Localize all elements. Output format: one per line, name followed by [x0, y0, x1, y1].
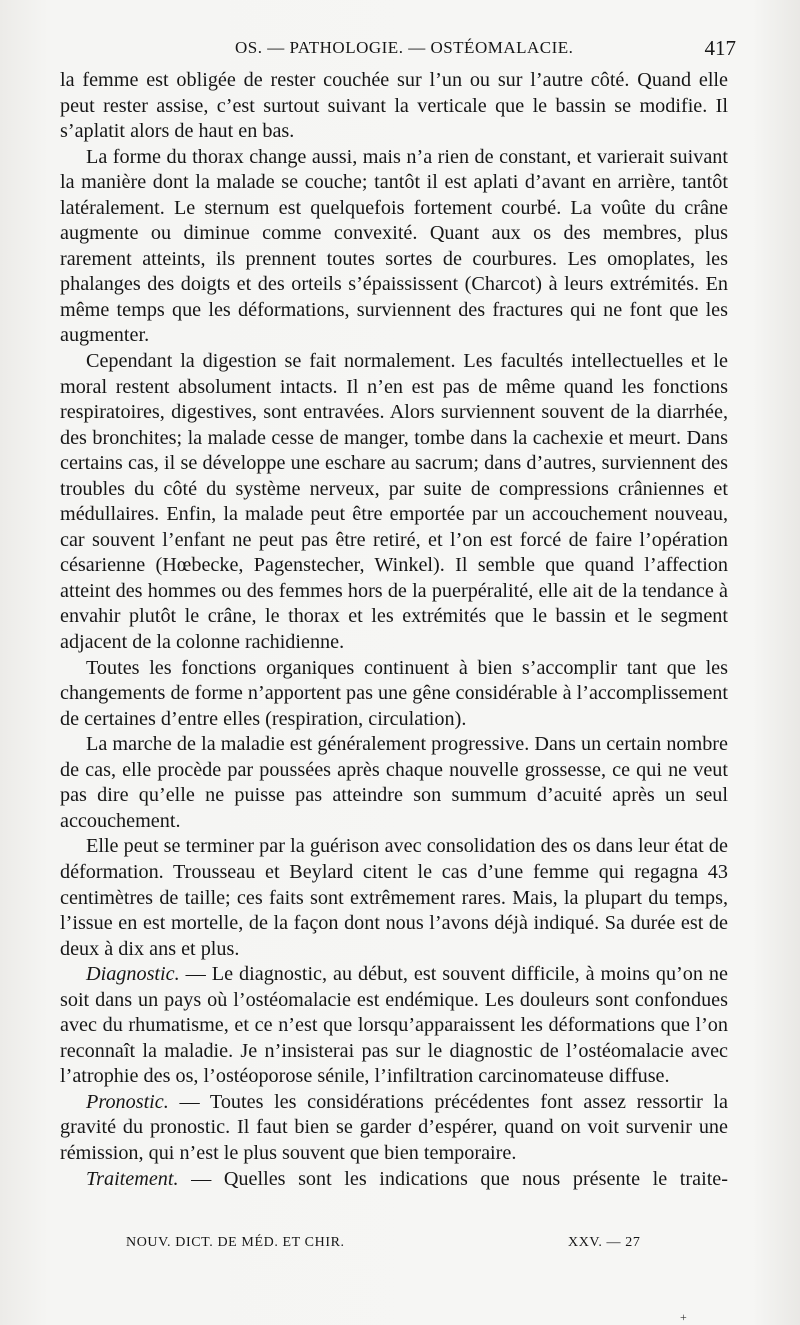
running-header — [60, 38, 740, 64]
section-label-diagnostic: Diagnostic. — [86, 963, 180, 986]
paragraph-text: — Le diagnostic, au début, est souvent difficile, à moins qu’on ne soit dans un pays où l’ostéomalacie est endémique. Les douleurs sont confondues avec du rhumatisme, et ce n’est que lorsqu’apparaissent les déformations que l’on reconnaît la maladie. Je n’insisterai pas sur le diagnostic de l’ostéomalacie avec l’atrophie des os, l’ostéoporose sénile, l’infiltration carcinomateuse diffuse. — [60, 963, 728, 1088]
paragraph-3 — [60, 349, 728, 656]
section-label-pronostic: Pronostic. — [86, 1090, 169, 1113]
paragraph-diagnostic — [60, 962, 728, 1090]
paragraph-6 — [60, 834, 728, 962]
paragraph-text: La marche de la maladie est généralement progressive. Dans un certain nombre de cas, elle procède par poussées après chaque nouvelle grossesse, ce qui ne veut pas dire qu’elle ne puisse pas atteindre son summum d’acuité après un seul accouchement. — [60, 733, 728, 832]
footer-publication: NOUV. DICT. DE MÉD. ET CHIR. — [126, 1235, 345, 1250]
paragraph-text: La forme du thorax change aussi, mais n’a rien de constant, et varierait suivant la manière dont la malade se couche; tantôt il est aplati d’avant en arrière, tantôt latéralement. Le sternum est quelquefois fortement courbé. La voûte du crâne augmente ou diminue comme convexité. Quant aux os des membres, plus rarement atteints, ils prennent toutes sortes de courbures. Les omoplates, les phalanges des doigts et des orteils s’épaississent (Charcot) à leurs extrémités. En même temps que les déformations, surviennent des fractures qui ne font que les augmenter. — [60, 145, 728, 347]
paragraph-text: la femme est obligée de rester couchée sur l’un ou sur l’autre côté. Quand elle peut rester assise, c’est surtout suivant la verticale que le bassin se modifie. Il s’aplatit alors de haut en bas. — [60, 69, 728, 143]
ink-mark: + — [680, 1310, 687, 1324]
paragraph-4 — [60, 656, 728, 733]
section-label-traitement: Traitement. — [86, 1167, 179, 1190]
paragraph-5 — [60, 732, 728, 834]
paragraph-text: — Quelles sont les indications que nous présente le traite- — [178, 1167, 728, 1190]
paragraph-pronostic — [60, 1090, 728, 1167]
paragraph-text: Cependant la digestion se fait normalement. Les facultés intellectuelles et le moral restent absolument intacts. Il n’en est pas de même quand les fonctions respiratoires, digestives, sont entravées. Alors surviennent souvent de la diarrhée, des bronchites; la malade cesse de manger, tombe dans la cachexie et meurt. Dans certains cas, il se développe une eschare au sacrum; dans d’autres, surviennent des troubles du côté du système nerveux, par suite de compressions crâniennes et médullaires. Enfin, la malade peut être emportée par un accouchement nouveau, car souvent l’enfant ne peut pas être retiré, et l’on est forcé de faire l’opération césarienne (Hœbecke, Pagenstecher, Winkel). Il semble que quand l’affection atteint des hommes ou des femmes hors de la puerpéralité, elle ait de la tendance à envahir plutôt le crâne, le thorax et les extrémités que le bassin et le segment adjacent de la colonne rachidienne. — [60, 350, 728, 654]
page-footer — [60, 1235, 740, 1259]
running-title: OS. — PATHOLOGIE. — OSTÉOMALACIE. — [235, 38, 574, 57]
body-text — [60, 68, 728, 1192]
paragraph-text: — Toutes les considérations précédentes font assez ressortir la gravité du pronostic. Il faut bien se garder d’espérer, quand on voit survenir une rémission, qui n’est le plus souvent que bien temporaire. — [60, 1090, 728, 1164]
paragraph-1 — [60, 68, 728, 145]
paragraph-text: Elle peut se terminer par la guérison avec consolidation des os dans leur état de déformation. Trousseau et Beylard citent le cas d’une femme qui regagna 43 centimètres de taille; ces faits sont extrêmement rares. Mais, la plupart du temps, l’issue en est mortelle, de la façon dont nous l’avons déjà indiqué. Sa durée est de deux à dix ans et plus. — [60, 835, 728, 960]
page-number: 417 — [704, 36, 736, 60]
footer-signature: XXV. — 27 — [568, 1235, 641, 1250]
paragraph-traitement — [60, 1167, 728, 1193]
paragraph-2 — [60, 145, 728, 349]
paragraph-text: Toutes les fonctions organiques continuent à bien s’accomplir tant que les changements de forme n’apportent pas une gêne considérable à l’accomplissement de certaines d’entre elles (respiration, circulation). — [60, 656, 728, 730]
